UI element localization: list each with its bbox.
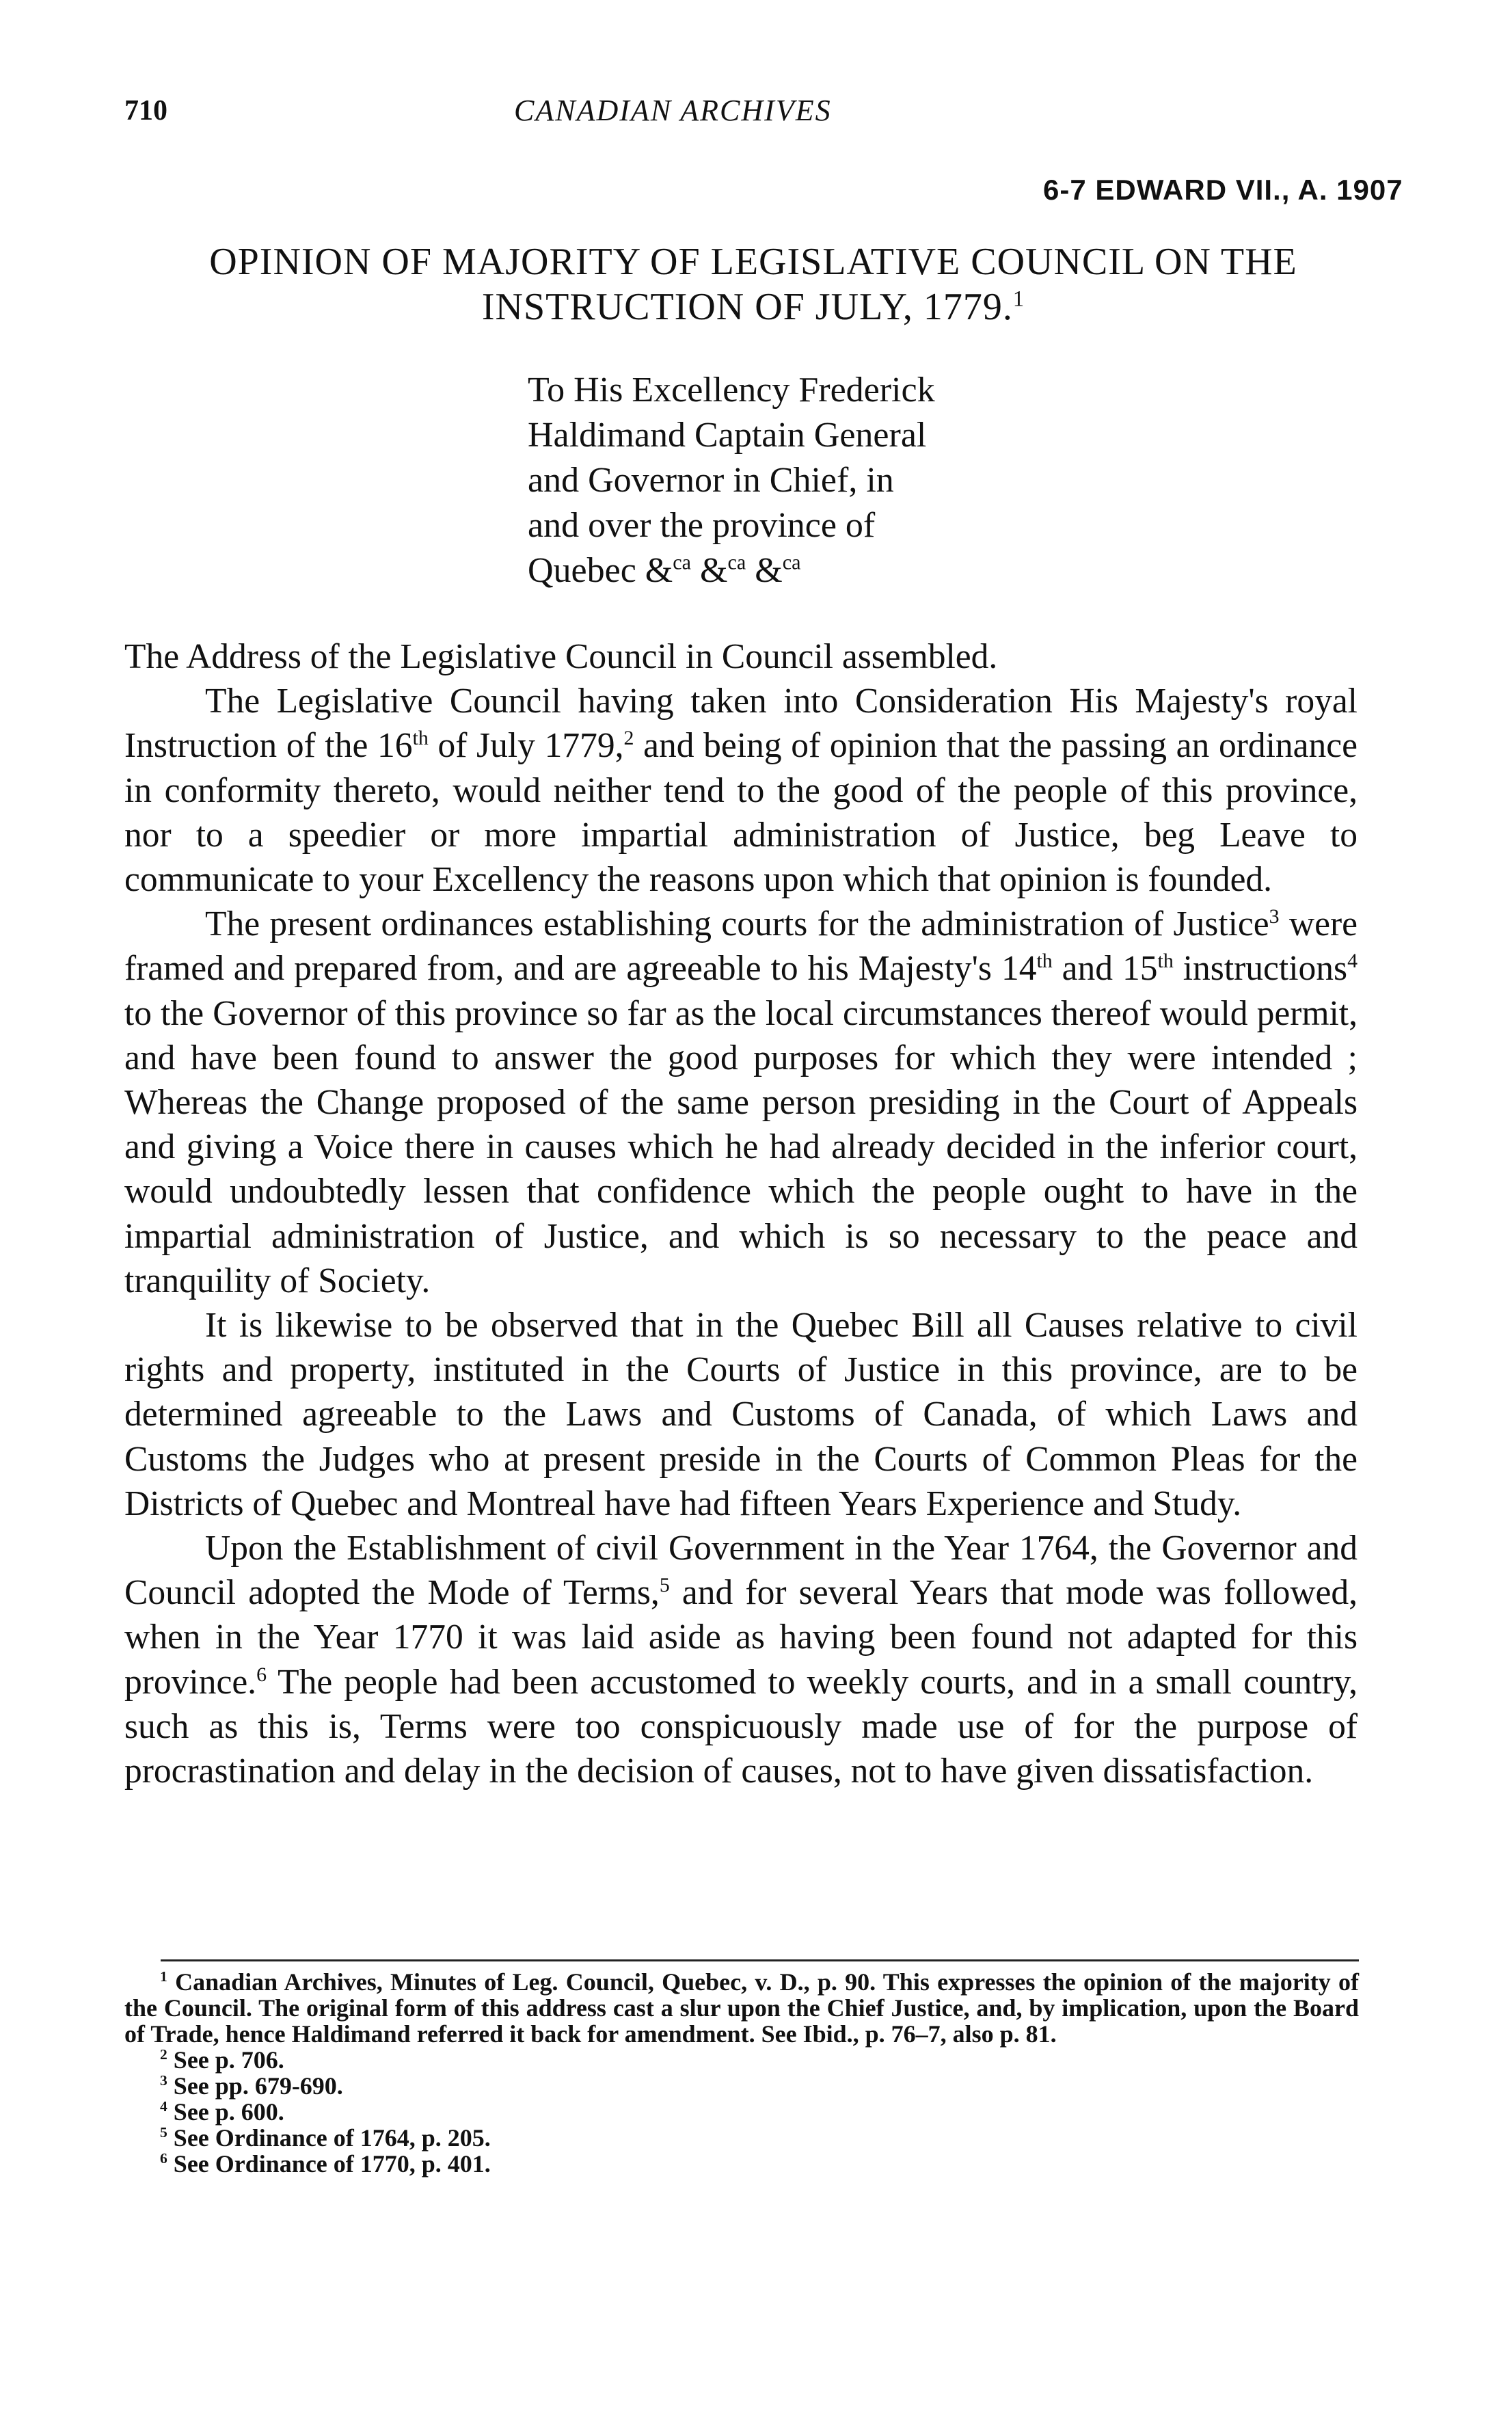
- text-run: instructions: [1173, 949, 1348, 989]
- ordinal-suffix: th: [1157, 950, 1174, 973]
- footnote-text: See p. 706.: [173, 2046, 284, 2074]
- paragraph: [124, 902, 1358, 1303]
- footnote-text: See Ordinance of 1770, p. 401.: [173, 2150, 491, 2178]
- footnote-text: Canadian Archives, Minutes of Leg. Council, Quebec, v. D., p. 90. This expresses the opinion of the majority of the Council. The original form of this address cast a slur upon the Chief Justice, and, by implication, upon the Board of Trade, hence Haldimand referred it back for amendment. See Ibid., p. 76–7, also p. 81.: [124, 1968, 1360, 2048]
- text-run: and for several Years that mode was followed, when in the Year 1770 it was laid aside as having been found not adapted for this province.: [124, 1573, 1358, 1702]
- footnote-text: See p. 600.: [173, 2098, 284, 2126]
- session-label: 6-7 EDWARD VII., A. 1907: [1043, 174, 1403, 206]
- text-run: to the Governor of this province so far as the local circumstances thereof would permit, and have been found to answer the good purposes for which they were intended ; Whereas the Change proposed of the same person presiding in the Court of Appeals and giving a Voice there in causes which he had already decided in the inferior court, would undoubtedly lessen that confidence which the people ought to have in the impartial administration of Justice, and which is so necessary to the peace and tranquility of Society.: [124, 993, 1358, 1300]
- paragraph: [124, 679, 1358, 902]
- footnote-number: 6: [160, 2150, 167, 2167]
- footnote-number: 2: [160, 2046, 167, 2063]
- footnote: [124, 2151, 1359, 2177]
- document-title: [124, 239, 1382, 330]
- footnote: [124, 2073, 1359, 2099]
- text-run: Upon the Establishment of civil Government in the Year 1764, the Governor and Council adopted the Mode of Terms,: [124, 1529, 1358, 1613]
- footnote-number: 1: [160, 1968, 167, 1985]
- addressee-line: and over the province of: [528, 506, 876, 545]
- text-run: of July 1779,: [428, 726, 624, 766]
- paragraph: [124, 1526, 1358, 1793]
- addressee-line: To His Excellency Frederick: [528, 371, 935, 410]
- footnote: [124, 1969, 1359, 2047]
- footnote-ref: 4: [1347, 950, 1358, 973]
- footnote-number: 5: [160, 2124, 167, 2141]
- footnote-ref: 5: [659, 1574, 670, 1597]
- page-number: 710: [124, 95, 167, 126]
- etc-superscript: ca: [727, 550, 746, 574]
- addressee-line: Haldimand Captain General: [528, 416, 927, 455]
- title-footnote-ref: 1: [1012, 286, 1025, 312]
- footnote-ref: 2: [623, 727, 634, 750]
- ordinal-suffix: th: [412, 727, 429, 750]
- text-run: and 15: [1052, 949, 1158, 989]
- text-run: were framed and prepared from, and are agreeable to his Majesty's 14: [124, 904, 1358, 989]
- footnote-divider: [161, 1959, 1359, 1961]
- text-run: The people had been accustomed to weekly courts, and in a small country, such as this is, Terms were too conspicuously made use of for the purpose of procrastination and delay in the decision of causes, not to have given dissatisfaction.: [124, 1662, 1358, 1791]
- footnote-number: 3: [160, 2072, 167, 2089]
- footnote-ref: 3: [1269, 905, 1280, 928]
- ordinal-suffix: th: [1036, 950, 1053, 973]
- text-run: The Legislative Council having taken into Consideration His Majesty's royal Instruction of the 16: [124, 682, 1358, 766]
- footnote-number: 4: [160, 2098, 167, 2115]
- running-head: CANADIAN ARCHIVES: [514, 94, 832, 127]
- addressee-line: and Governor in Chief, in: [528, 461, 894, 500]
- footnotes: [124, 1969, 1359, 2177]
- text-run: The present ordinances establishing courts for the administration of Justice: [205, 904, 1269, 944]
- footnote-ref: 6: [256, 1663, 267, 1686]
- footnote: [124, 2125, 1359, 2151]
- footnote-text: See pp. 679-690.: [173, 2072, 343, 2100]
- footnote: [124, 2047, 1359, 2073]
- paragraph: It is likewise to be observed that in the Quebec Bill all Causes relative to civil rights and property, instituted in the Courts of Justice in this province, are to be determined agreeable to the Laws and Customs of Canada, of which Laws and Customs the Judges who at present preside in the Courts of Common Pleas for the Districts of Quebec and Montreal have had fifteen Years Experience and Study.: [124, 1306, 1358, 1523]
- etc-superscript: ca: [782, 550, 801, 574]
- footnote-text: See Ordinance of 1764, p. 205.: [173, 2124, 491, 2152]
- title-text: OPINION OF MAJORITY OF LEGISLATIVE COUNCIL ON THE INSTRUCTION OF JULY, 1779.: [209, 241, 1297, 328]
- text-run: and being of opinion that the passing an ordinance in conformity thereto, would neither tend to the good of the people of this province, nor to a speedier or more impartial administration of Justice, beg Leave to communicate to your Excellency the reasons upon which that opinion is founded.: [124, 726, 1358, 900]
- addressee-line: Quebec &$^{ca}$ &$^{ca}$ &$^{ca}$: [528, 550, 801, 590]
- address-line: The Address of the Legislative Council in Council assembled.: [124, 637, 998, 676]
- etc-superscript: ca: [673, 550, 692, 574]
- addressee-block: [528, 368, 1006, 593]
- addressee-quebec: Quebec &: [528, 551, 673, 590]
- footnote: [124, 2099, 1359, 2125]
- body-text: [124, 634, 1358, 1793]
